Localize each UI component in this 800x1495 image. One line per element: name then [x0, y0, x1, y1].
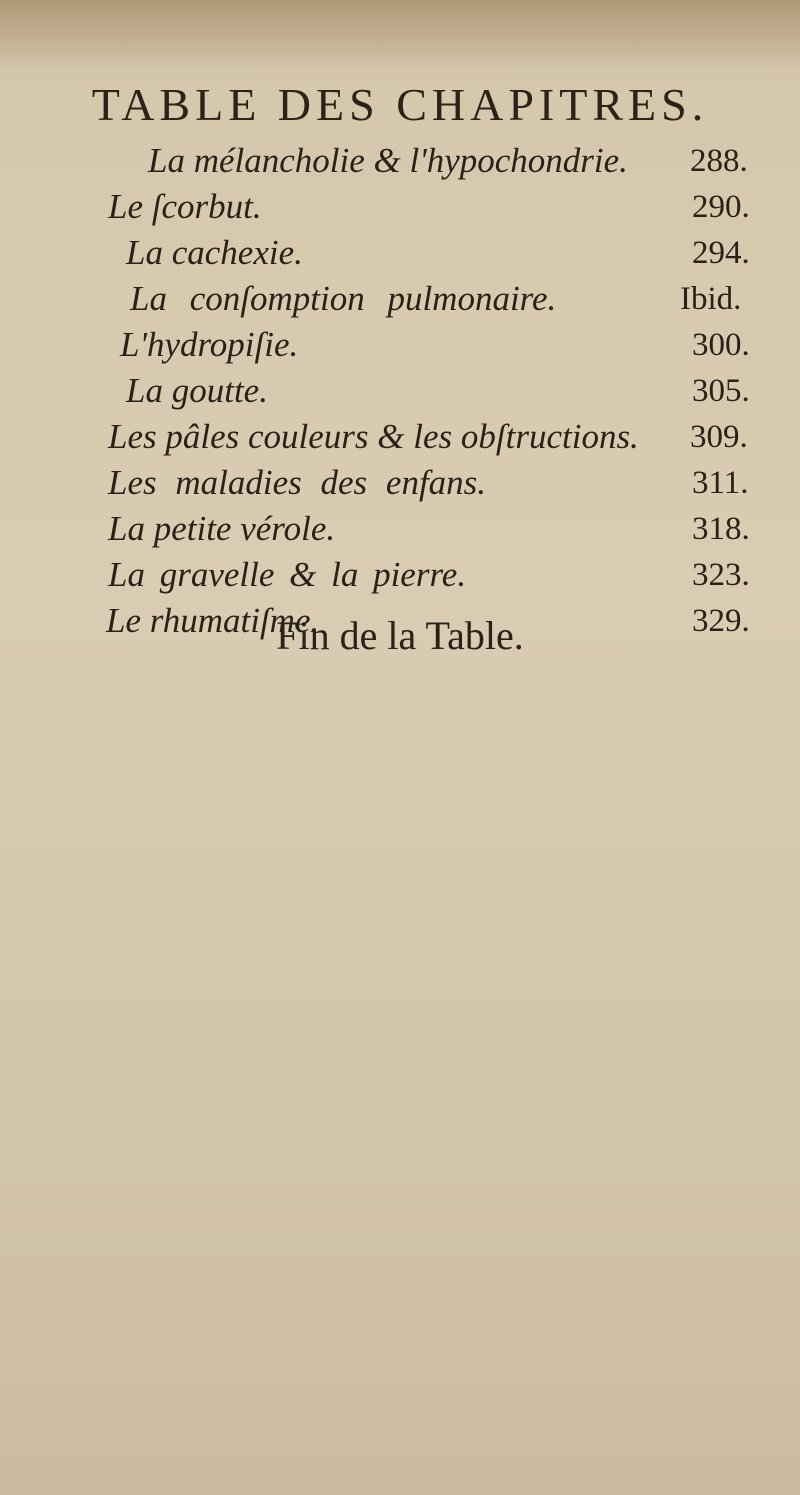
toc-entry-page: 318. — [692, 511, 750, 547]
toc-entry-label: La cachexie. — [126, 233, 303, 272]
toc-entry-page: 323. — [692, 557, 750, 593]
toc-entry-label: La goutte. — [126, 371, 268, 410]
toc-entry-page: 329. — [692, 603, 750, 639]
toc-row — [0, 552, 800, 598]
toc-row — [0, 230, 800, 276]
toc-row — [0, 138, 800, 184]
toc-entry-page: 294. — [692, 235, 750, 271]
toc-entry-label: Le rhumatiſme. — [106, 601, 320, 640]
toc-entry-page: 311. — [692, 465, 749, 501]
toc-row — [0, 276, 800, 322]
toc-entry-page: 300. — [692, 327, 750, 363]
toc-entry-page: Ibid. — [680, 281, 742, 317]
toc-row — [0, 506, 800, 552]
table-of-contents — [0, 138, 800, 644]
toc-entry-label: L'hydropiſie. — [120, 325, 299, 364]
end-of-table: Fin de la Table. — [276, 613, 524, 658]
toc-entry-label: La petite vérole. — [108, 509, 336, 548]
toc-row — [0, 368, 800, 414]
toc-row — [0, 184, 800, 230]
toc-entry-label: La gravelle & la pierre. — [108, 555, 467, 594]
toc-entry-label: La mélancholie & l'hypochondrie. — [148, 141, 628, 180]
toc-entry-page: 288. — [690, 143, 748, 179]
toc-entry-page: 290. — [692, 189, 750, 225]
toc-row — [0, 460, 800, 506]
page-title: TABLE DES CHAPITRES. — [91, 79, 709, 130]
toc-row — [0, 414, 800, 460]
toc-entry-label: Les maladies des enfans. — [108, 463, 487, 502]
toc-entry-label: La conſomption pulmonaire. — [130, 279, 557, 318]
page-stain — [0, 0, 800, 70]
toc-entry-label: Les pâles couleurs & les obſtructions. — [108, 417, 639, 456]
toc-row — [0, 322, 800, 368]
toc-entry-label: Le ſcorbut. — [108, 187, 262, 226]
toc-entry-page: 305. — [692, 373, 750, 409]
toc-entry-page: 309. — [690, 419, 748, 455]
